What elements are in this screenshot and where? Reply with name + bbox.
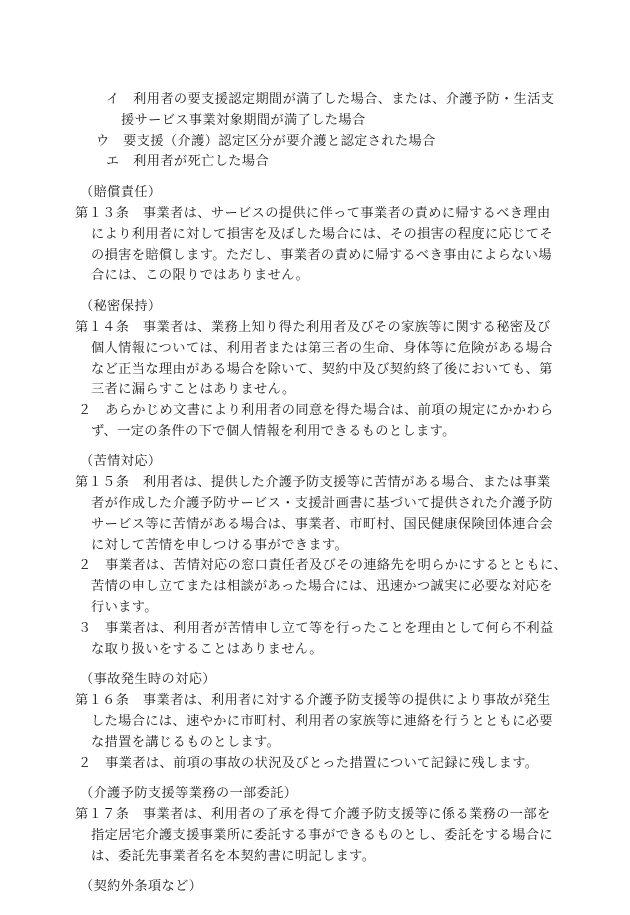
article-16-line-1: 第１６条 事業者は、利用者に対する介護予防支援等の提供により事故が発生: [75, 693, 551, 708]
article-16-line-2: した場合には、速やかに市町村、利用者の家族等に連絡を行うとともに必要: [91, 714, 553, 729]
article-14-line-4: 三者に漏らすことはありません。: [91, 382, 296, 397]
list-item-u: ウ 要支援（介護）認定区分が要介護と認定された場合: [96, 134, 436, 149]
article-15-para-3-line-2: な取り扱いをすることはありません。: [91, 642, 323, 657]
article-16-para-2: ２ 事業者は、前項の事故の状況及びとった措置について記録に残します。: [78, 756, 539, 771]
article-14-line-1: 第１４条 事業者は、業務上知り得た利用者及びその家族等に関する秘密及び: [75, 320, 551, 335]
article-16-line-3: な措置を講じるものとします。: [91, 735, 281, 750]
article-13-line-2: により利用者に対して損害を及ぼした場合には、その損害の程度に応じてそ: [91, 227, 553, 242]
article-15-line-4: に対して苦情を申しつける事ができます。: [91, 538, 349, 553]
section-heading-accidents: （事故発生時の対応）: [80, 672, 216, 687]
article-17-line-1: 第１７条 事業者は、利用者の了承を得て介護予防支援等に係る業務の一部を: [75, 807, 551, 822]
article-15-line-2: 者が作成した介護予防サービス・支援計画書に基づいて提供された介護予防: [91, 496, 553, 511]
section-heading-complaints: （苦情対応）: [80, 454, 162, 469]
article-17-line-3: は、委託先事業者名を本契約書に明記します。: [91, 849, 376, 864]
article-15-para-2-line-1: ２ 事業者は、苦情対応の窓口責任者及びその連絡先を明らかにするとともに、: [78, 558, 568, 573]
article-14-para-2-line-1: ２ あらかじめ文書により利用者の同意を得た場合は、前項の規定にかかわら: [78, 403, 554, 418]
article-15-para-3-line-1: ３ 事業者は、利用者が苦情申し立て等を行ったことを理由として何ら不利益: [78, 621, 554, 636]
article-14-line-3: など正当な理由がある場合を除いて、契約中及び契約終了後においても、第: [91, 362, 553, 377]
list-item-i: イ 利用者の要支援認定期間が満了した場合、または、介護予防・生活支: [106, 92, 555, 107]
article-15-para-2-line-2: 苦情の申し立てまたは相談があった場合には、迅速かつ誠実に必要な対応を: [91, 579, 553, 594]
section-heading-outsourcing: （介護予防支援等業務の一部委託）: [80, 786, 298, 801]
section-heading-other-terms: （契約外条項など）: [80, 879, 203, 894]
article-17-line-2: 指定居宅介護支援事業所に委託する事ができるものとし、委託をする場合に: [91, 828, 553, 843]
article-13-line-1: 第１３条 事業者は、サービスの提供に伴って事業者の責めに帰するべき理由: [75, 206, 551, 221]
list-item-e: エ 利用者が死亡した場合: [106, 154, 270, 169]
article-14-para-2-line-2: ず、一定の条件の下で個人情報を利用できるものとします。: [91, 424, 456, 439]
section-heading-compensation: （賠償責任）: [80, 185, 162, 200]
article-15-para-2-line-3: 行います。: [91, 600, 158, 615]
article-13-line-4: 合には、この限りではありません。: [91, 268, 310, 283]
section-heading-confidentiality: （秘密保持）: [80, 299, 162, 314]
article-13-line-3: の損害を賠償します。ただし、事業者の責めに帰するべき事由によらない場: [91, 248, 552, 263]
list-item-i-cont: 援サービス事業対象期間が満了した場合: [121, 113, 366, 128]
article-15-line-1: 第１５条 利用者は、提供した介護予防支援等に苦情がある場合、または事業: [75, 475, 551, 490]
article-14-line-2: 個人情報については、利用者または第三者の生命、身体等に危険がある場合: [91, 341, 553, 356]
article-15-line-3: サービス等に苦情がある場合は、事業者、市町村、国民健康保険団体連合会: [91, 517, 553, 532]
